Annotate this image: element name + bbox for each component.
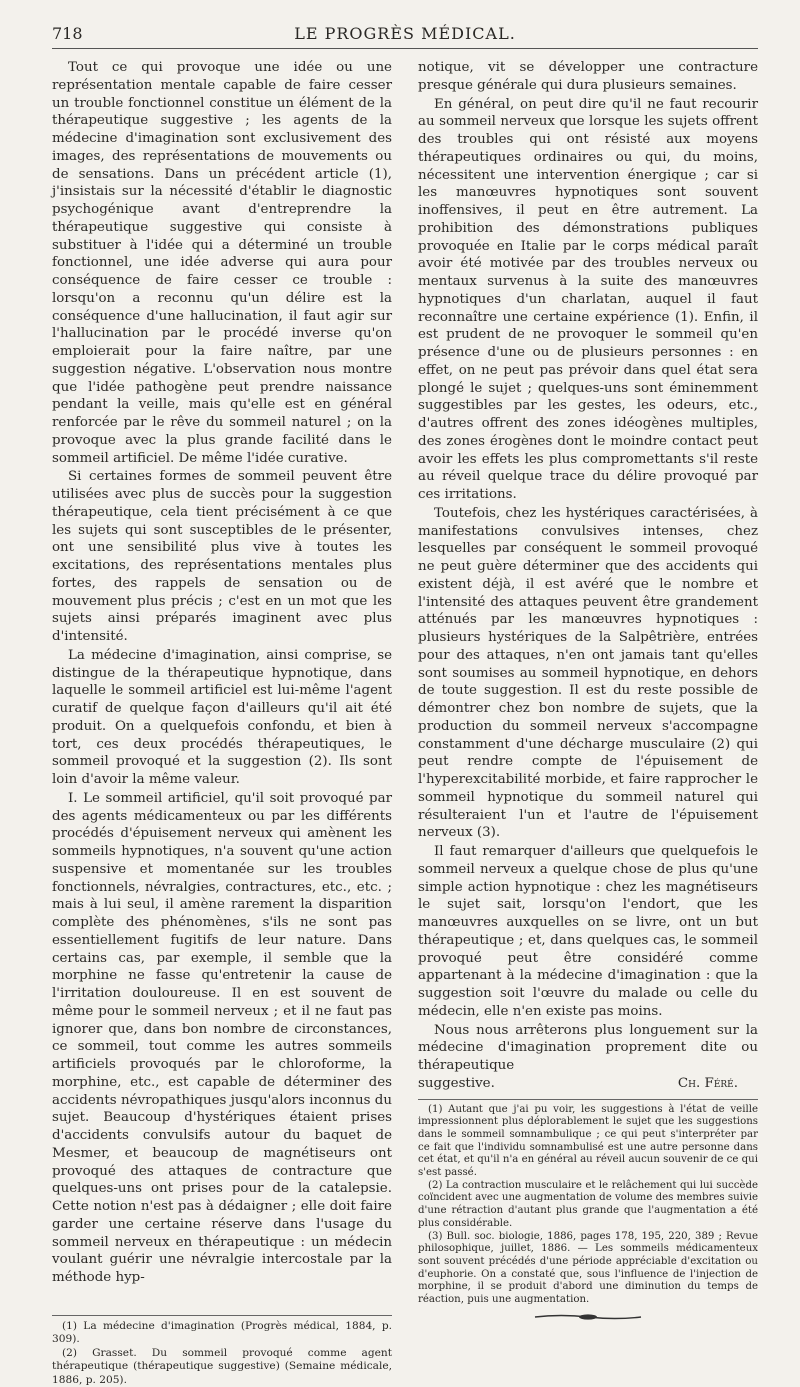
page-header [52, 20, 758, 49]
body-paragraph: Si certaines formes de sommeil peuvent être utilisées avec plus de succès pour la suggestion thérapeutique, cela tient précisément à ce que les sujets qui sont susceptibles de le présenter, ont une sensibilité plus vive à toutes les excitations, des représentations mentales plus fortes, des rappels de sensation ou de mouvement plus précis ; c'est en un mot que les sujets ainsi préparés imaginent avec plus d'intensité. [52, 469, 392, 644]
two-column-body [52, 59, 758, 1387]
body-paragraph: Nous nous arrêterons plus longuement sur la médecine d'imagination proprement dite ou thérapeutique [418, 1022, 758, 1073]
body-paragraph: Tout ce qui provoque une idée ou une représentation mentale capable de faire cesser un trouble fonctionnel constitue un élément de la thérapeutique suggestive ; les agents de la médecine d'imagination sont exclusivement des images, des représentations de mouvements ou de sensations. Dans un précédent article (1), j'insistais sur la nécessité d'établir le diagnostic psychogénique avant d'entreprendre la thérapeutique suggestive qui consiste à substituer à l'idée qui a déterminé un trouble fonctionnel, une idée adverse qui aura pour conséquence de faire cesser ce trouble : lorsqu'on a reconnu qu'un délire est la conséquence d'une hallucination, il faut agir sur l'hallucination par le procédé inverse qu'on emploierait pour la faire naître, par une suggestion négative. L'observation nous montre que l'idée pathogène peut prendre naissance pendant la veille, mais qu'elle est en général renforcée par le rêve du sommeil naturel ; on la provoque avec la plus grande facilité dans le sommeil artificiel. De même l'idée curative. [52, 60, 392, 466]
body-paragraph: La médecine d'imagination, ainsi comprise, se distingue de la thérapeutique hypnotique, dans laquelle le sommeil artificiel est lui-même l'agent curatif de quelque façon d'ailleurs qu'il ait été produit. On a quelquefois confondu, et bien à tort, ces deux procédés thérapeutiques, le sommeil provoqué et la suggestion (2). Ils sont loin d'avoir la même valeur. [52, 647, 392, 787]
body-paragraph: notique, vit se développer une contracture presque générale qui dura plusieurs semaines. [418, 60, 758, 93]
body-paragraph: Il faut remarquer d'ailleurs que quelquefois le sommeil nerveux a quelque chose de plus qu'une simple action hypnotique : chez les magnétiseurs le sujet sait, lorsqu'on l'endort, que les manœuvres auxquelles on se livre, ont un but thérapeutique ; et, dans quelques cas, le sommeil provoqué peut être considéré comme appartenant à la médecine d'imagination : que la suggestion soit l'œuvre du malade ou celle du médecin, elle n'en existe pas moins. [418, 844, 758, 1019]
footnotes-left [52, 1315, 392, 1387]
running-title: LE PROGRÈS MÉDICAL. [294, 24, 516, 43]
closing-line [418, 1075, 758, 1093]
fleuron-ornament-icon [533, 1313, 643, 1321]
footnotes-right [418, 1099, 758, 1321]
footnote: (1) La médecine d'imagination (Progrès médical, 1884, p. 309). [52, 1319, 392, 1346]
body-paragraph: En général, on peut dire qu'il ne faut recourir au sommeil nerveux que lorsque les sujets offrent des troubles qui ont résisté aux moyens thérapeutiques ordinaires ou qui, du moins, nécessitent une intervention énergique ; car si les manœuvres hypnotiques sont souvent inoffensives, il peut en être autrement. La prohibition des démonstrations publiques provoquée en Italie par le corps médical paraît avoir été motivée par des troubles nerveux ou mentaux survenus à la suite des manœuvres hypnotiques d'un charlatan, auquel il faut reconnaître une certaine expérience (1). Enfin, il est prudent de ne provoquer le sommeil qu'en présence d'une ou de plusieurs personnes : en effet, on ne peut pas prévoir dans quel état sera plongé le sujet ; quelques-uns sont éminemment suggestibles par les gestes, les odeurs, etc., d'autres offrent des zones idéogènes multiples, des zones érogènes dont le moindre contact peut avoir les effets les plus compromettants s'il reste au réveil quelque trace du délire provoqué par ces irritations. [418, 96, 758, 502]
footnote: (2) La contraction musculaire et le relâchement qui lui succède coïncident avec une augmentation de volume des membres suivie d'une rétraction d'autant plus grande que l'augmentation a été plus considérable. [418, 1179, 758, 1229]
body-paragraph: Toutefois, chez les hystériques caractérisées, à manifestations convulsives intenses, chez lesquelles par conséquent le sommeil provoqué ne peut guère déterminer que des accidents qui existent déjà, il est avéré que le nombre et l'intensité des attaques peuvent être grandement atténués par les manœuvres hypnotiques : plusieurs hystériques de la Salpêtrière, entrées pour des attaques, n'en ont jamais tant qu'elles sont soumises au sommeil hypnotique, en dehors de toute suggestion. Il est du reste possible de démontrer chez bon nombre de sujets, que la production du sommeil nerveux s'accompagne constamment d'une décharge musculaire (2) qui peut rendre compte de l'épuisement de l'hyperexcitabilité morbide, et faire rapprocher le sommeil hypnotique du sommeil naturel qui résulteraient l'un et l'autre de l'épuisement nerveux (3). [418, 505, 758, 841]
closing-word: suggestive. [418, 1075, 495, 1091]
author-signature: Ch. Féré. [677, 1075, 738, 1091]
footnote: (2) Grasset. Du sommeil provoqué comme agent thérapeutique (thérapeutique suggestive) (Semaine médicale, 1886, p. 205). [52, 1346, 392, 1386]
right-column [418, 59, 758, 1387]
footnote-rule [418, 1099, 758, 1100]
footnote: (1) Autant que j'ai pu voir, les suggestions à l'état de veille impressionnent plus déplorablement le sujet que les suggestions dans le sommeil somnambulique ; ce qui peut s'interpréter par ce fait que l'individu somnambulisé est une autre personne dans cet état, et qu'il n'a en général au réveil aucun souvenir de ce qui s'est passé. [418, 1103, 758, 1179]
left-column [52, 59, 392, 1387]
body-paragraph: I. Le sommeil artificiel, qu'il soit provoqué par des agents médicamenteux ou par les différents procédés d'épuisement nerveux qui amènent les sommeils hypnotiques, n'a souvent qu'une action suspensive et momentanée sur les troubles fonctionnels, névralgies, contractures, etc., etc. ; mais à lui seul, il amène rarement la disparition complète des phénomènes, s'ils ne sont pas essentiellement fugitifs de leur nature. Dans certains cas, par exemple, il semble que la morphine ne fasse qu'entretenir la cause de l'irritation douloureuse. Il en est souvent de même pour le sommeil nerveux ; et il ne faut pas ignorer que, dans bon nombre de circonstances, ce sommeil, tout comme les autres sommeils artificiels provoqués par le chloroforme, la morphine, etc., est capable de déterminer des accidents névropathiques jusqu'alors inconnus du sujet. Beaucoup d'hystériques étaient prises d'accidents convulsifs autour du baquet de Mesmer, et beaucoup de magnétiseurs ont provoqué des attaques de contracture que quelques-uns ont prises pour de la catalepsie. Cette notion n'est pas à dédaigner ; elle doit faire garder une certaine réserve dans l'usage du sommeil nerveux en thérapeutique : un médecin voulant guérir une névralgie intercostale par la méthode hyp- [52, 790, 392, 1285]
page-number: 718 [52, 24, 83, 43]
footnote: (3) Bull. soc. biologie, 1886, pages 178, 195, 220, 389 ; Revue philosophique, juillet, 1886. — Les sommeils médicamenteux sont souvent précédés d'une période appréciable d'excitation ou d'euphorie. On a constaté que, sous l'influence de l'injection de morphine, il se produit d'abord une diminution du temps de réaction, puis une augmentation. [418, 1230, 758, 1306]
footnote-rule [52, 1315, 392, 1316]
